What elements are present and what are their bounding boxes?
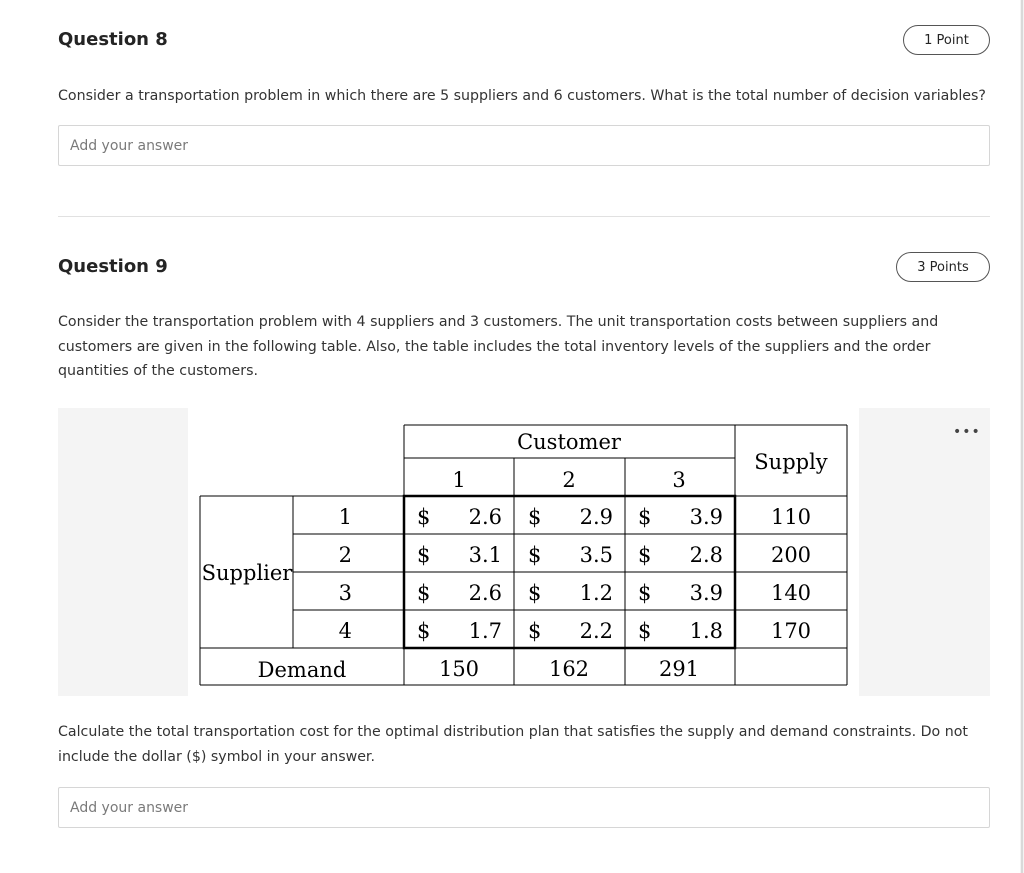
- cost-value: 1.8: [689, 619, 723, 643]
- customer-number: 3: [672, 468, 686, 492]
- demand-value: 291: [658, 657, 700, 681]
- question-9-title: Question 9: [58, 256, 168, 277]
- question-9-answer-input[interactable]: [58, 787, 990, 828]
- cost-value: 2.8: [689, 543, 723, 567]
- currency-symbol: $: [638, 619, 652, 643]
- currency-symbol: $: [638, 505, 652, 529]
- question-8-answer-input[interactable]: [58, 125, 990, 166]
- currency-symbol: $: [528, 505, 542, 529]
- customer-header: Customer: [517, 430, 621, 454]
- demand-value: 162: [548, 657, 590, 681]
- question-9-instructions-line: Calculate the total transportation cost for the optimal distribution plan that satisfies the supply and demand constraints. Do not: [58, 724, 968, 740]
- question-8-points-badge: 1 Point: [903, 25, 990, 55]
- currency-symbol: $: [528, 619, 542, 643]
- question-9-points-badge: 3 Points: [896, 252, 990, 282]
- currency-symbol: $: [528, 543, 542, 567]
- transportation-cost-table: [58, 408, 990, 696]
- table-row: [339, 543, 811, 567]
- demand-value: 150: [438, 657, 480, 681]
- supplier-number: 1: [338, 505, 352, 529]
- question-9-instructions-line: include the dollar ($) symbol in your answer.: [58, 748, 375, 765]
- table-row: [339, 581, 811, 605]
- cost-value: 3.9: [689, 581, 723, 605]
- supply-header: Supply: [754, 450, 828, 474]
- question-9-text-line: customers are given in the following table. Also, the table includes the total inventory levels of the suppliers and the order: [58, 338, 931, 355]
- currency-symbol: $: [417, 543, 431, 567]
- cost-value: 3.5: [579, 543, 613, 567]
- supply-value: 140: [770, 581, 812, 605]
- supplier-number: 2: [338, 543, 352, 567]
- cost-value: 2.2: [579, 619, 613, 643]
- cost-value: 3.9: [689, 505, 723, 529]
- supplier-number: 3: [338, 581, 352, 605]
- cost-value: 2.9: [579, 505, 613, 529]
- question-8-title: Question 8: [58, 29, 168, 50]
- supply-value: 200: [770, 543, 812, 567]
- cost-value: 1.2: [579, 581, 613, 605]
- question-9-text-line: Consider the transportation problem with 4 suppliers and 3 customers. The unit transportation costs between suppliers and: [58, 314, 939, 330]
- more-horizontal-icon[interactable]: •••: [953, 424, 981, 440]
- question-8-text: Consider a transportation problem in which there are 5 suppliers and 6 customers. What is the total number of decision variables?: [58, 88, 986, 104]
- table-row: [339, 505, 811, 529]
- supplier-number: 4: [338, 619, 352, 643]
- cost-value: 1.7: [468, 619, 502, 643]
- question-9-text: [58, 310, 938, 384]
- supply-value: 110: [770, 505, 812, 529]
- cost-value: 2.6: [468, 581, 502, 605]
- question-9-table-image: [58, 408, 990, 696]
- question-divider: [58, 216, 990, 217]
- table-row: [339, 619, 811, 643]
- demand-row: [439, 657, 699, 681]
- currency-symbol: $: [638, 581, 652, 605]
- customer-number: 1: [452, 468, 466, 492]
- cost-value: 3.1: [468, 543, 502, 567]
- currency-symbol: $: [528, 581, 542, 605]
- page-scrollbar-thumb[interactable]: [1021, 0, 1023, 873]
- supplier-label: Supplier: [201, 561, 293, 585]
- customer-number: 2: [562, 468, 576, 492]
- question-9-instructions: [58, 720, 968, 769]
- currency-symbol: $: [417, 505, 431, 529]
- cost-value: 2.6: [468, 505, 502, 529]
- question-9-text-line: quantities of the customers.: [58, 363, 259, 379]
- currency-symbol: $: [417, 581, 431, 605]
- demand-label: Demand: [257, 658, 347, 682]
- supply-value: 170: [770, 619, 812, 643]
- currency-symbol: $: [417, 619, 431, 643]
- currency-symbol: $: [638, 543, 652, 567]
